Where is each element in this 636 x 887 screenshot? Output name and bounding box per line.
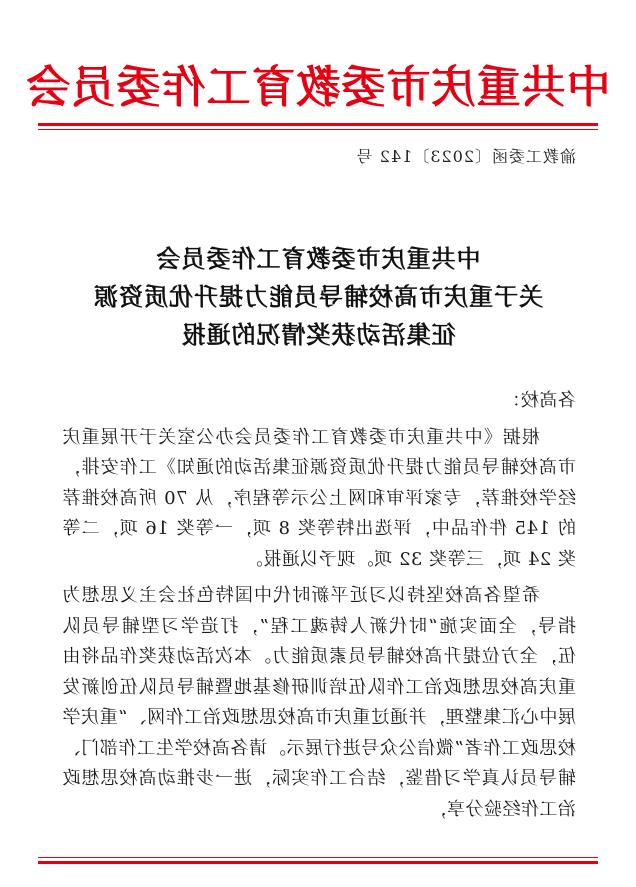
footer-rule-thick [38, 861, 598, 864]
footer-rule-thin [38, 857, 598, 858]
body-paragraph: 希望各高校坚持以习近平新时代中国特色社会主义思想为指导，全面实施“时代新人铸魂工程”，打造学习型辅导员队伍，全方位提升高校辅导员素质能力。本次活动获奖作品将由重庆高校思想政治工作队伍培训研修基地暨辅导员队伍创新发展中心汇集整理，并通过重庆市高校思想政治工作网、“重庆学校思政工作者”微信公众号进行展示。请各高校学生工作部门、辅导员认真学习借鉴，结合工作实际，进一步推动高校思想政治工作经验分享， [62, 585, 576, 820]
masthead-rule-thick [38, 123, 598, 126]
title-line: 中共重庆市委教育工作委员会 [155, 245, 481, 273]
title-line: 关于重庆市高校辅导员能力提升优质资源 [93, 283, 543, 311]
document-body [62, 386, 576, 831]
title-line: 征集活动获奖情况的通报 [180, 321, 456, 349]
document-title [40, 240, 596, 354]
masthead-rule-thin [38, 129, 598, 130]
organization-masthead: 中共重庆市委教育工作委员会 [25, 62, 611, 113]
document-number: 渝教工委函〔2023〕142 号 [355, 147, 576, 166]
body-paragraph: 根据《中共重庆市委教育工作委员会办公室关于开展重庆市高校辅导员能力提升优质资源征集活动的通知》工作安排，经学校推荐，专家评审和网上公示等程序，从 70 所高校推荐的 145 件作品中，评选出特等奖 8 项，一等奖 16 项，二等奖 24 项，三等奖 32 项。现予以通报。 [62, 426, 576, 570]
salutation: 各高校： [502, 390, 576, 411]
